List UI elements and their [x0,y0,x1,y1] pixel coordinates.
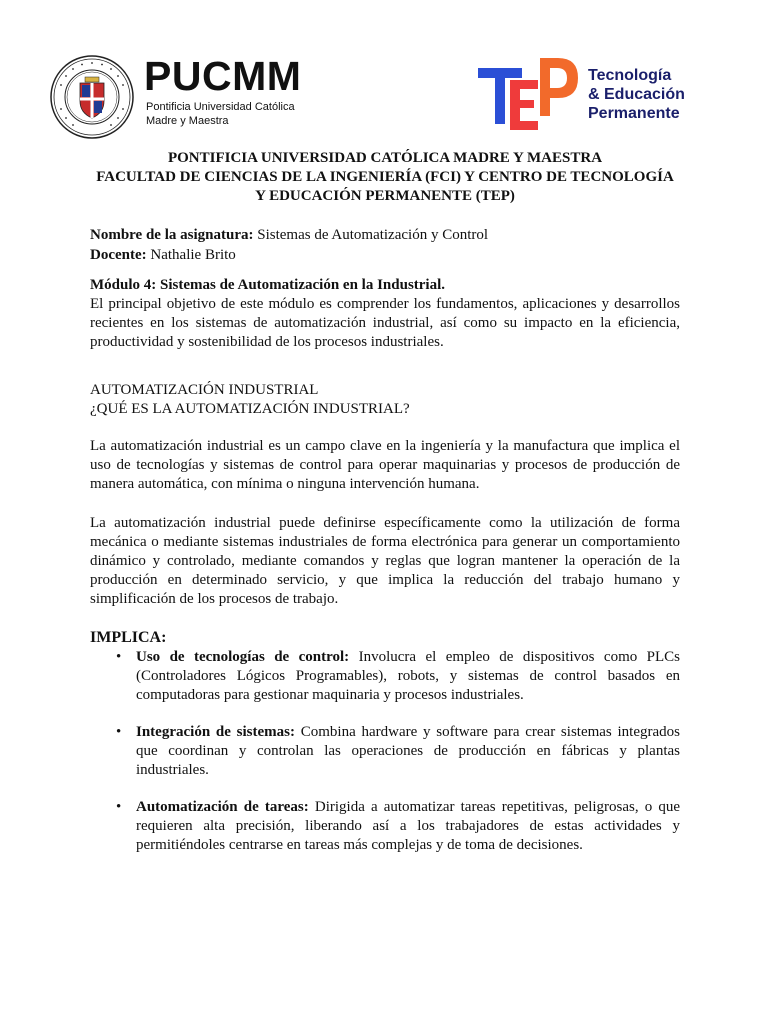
bullet-icon: • [116,649,122,665]
item-lead: Automatización de tareas: [136,799,309,815]
title-line-1: PONTIFICIA UNIVERSIDAD CATÓLICA MADRE Y MAESTRA [167,150,603,166]
course-meta [90,225,680,265]
teacher-value: Nathalie Brito [150,247,236,263]
tep-logo-mark [478,58,582,130]
tep-line2: & Educación [588,86,685,103]
pucmm-seal-logo [50,55,134,139]
tep-line1: Tecnología [588,67,672,84]
subject-label: Nombre de la asignatura: [90,227,254,243]
section-heading [90,381,680,419]
item-lead: Integración de sistemas: [136,724,295,740]
item-text: Combina hardware y software para crear sistemas integrados que coordinan y controlan las operaciones de producción en fábricas y plantas industriales. [136,724,680,778]
subject-row [90,225,680,245]
title-line-3: Y EDUCACIÓN PERMANENTE (TEP) [255,188,515,204]
item-text: Dirigida a automatizar tareas repetitivas, peligrosas, o que requieren alta precisión, liberando así a los trabajadores de estas actividades y permitiéndoles centrarse en tareas más complejas y de toma de decisiones. [136,799,680,853]
section-heading-1: AUTOMATIZACIÓN INDUSTRIAL [90,382,319,398]
teacher-row [90,245,680,265]
subject-value: Sistemas de Automatización y Control [257,227,489,243]
implica-heading: IMPLICA: [90,629,167,646]
institution-titles [90,149,680,206]
tep-line3: Permanente [588,105,680,122]
list-item [90,798,680,855]
paragraph-definition-1: La automatización industrial es un campo clave en la ingeniería y la manufactura que implica el uso de tecnologías y sistemas de control para operar maquinarias y procesos de producción de manera automática, con mínima o ninguna intervención humana. [90,438,680,492]
teacher-label: Docente: [90,247,147,263]
implica-list [90,648,680,855]
document-body [90,149,680,855]
bullet-icon: • [116,799,122,815]
tep-logo-text [588,66,685,123]
module-description: El principal objetivo de este módulo es comprender los fundamentos, aplicaciones y desarrollos recientes en los sistemas de automatización industrial, así como su impacto en la eficiencia, productividad y sostenibilidad de los procesos industriales. [90,296,680,350]
list-item [90,648,680,705]
item-text: Involucra el empleo de dispositivos como PLCs (Controladores Lógicos Programables), robots, y sistemas de control basados en computadoras para gestionar maquinaria y procesos industriales. [136,649,681,703]
list-item [90,723,680,780]
section-heading-2: ¿QUÉ ES LA AUTOMATIZACIÓN INDUSTRIAL? [90,401,410,417]
pucmm-subtitle-line1: Pontificia Universidad Católica [146,101,295,113]
document-header [0,0,768,140]
paragraph-definition-2: La automatización industrial puede definirse específicamente como la utilización de forma mecánica o mediante sistemas industriales de forma electrónica para generar un comportamiento dinámico y controlado, mediante comandos y reglas que logran mantener la operación de la producción en determinado servicio, y que implica la reducción del trabajo humano y simplificación de los procesos de trabajo. [90,515,680,607]
module-title: Módulo 4: Sistemas de Automatización en la Industrial. [90,277,446,293]
item-lead: Uso de tecnologías de control: [136,649,350,665]
pucmm-logo-text: PUCMM [144,53,302,99]
pucmm-logo-subtitle [146,100,295,128]
bullet-icon: • [116,724,122,740]
title-line-2: FACULTAD DE CIENCIAS DE LA INGENIERÍA (FCI) Y CENTRO DE TECNOLOGÍA [96,169,674,185]
pucmm-subtitle-line2: Madre y Maestra [146,115,229,127]
